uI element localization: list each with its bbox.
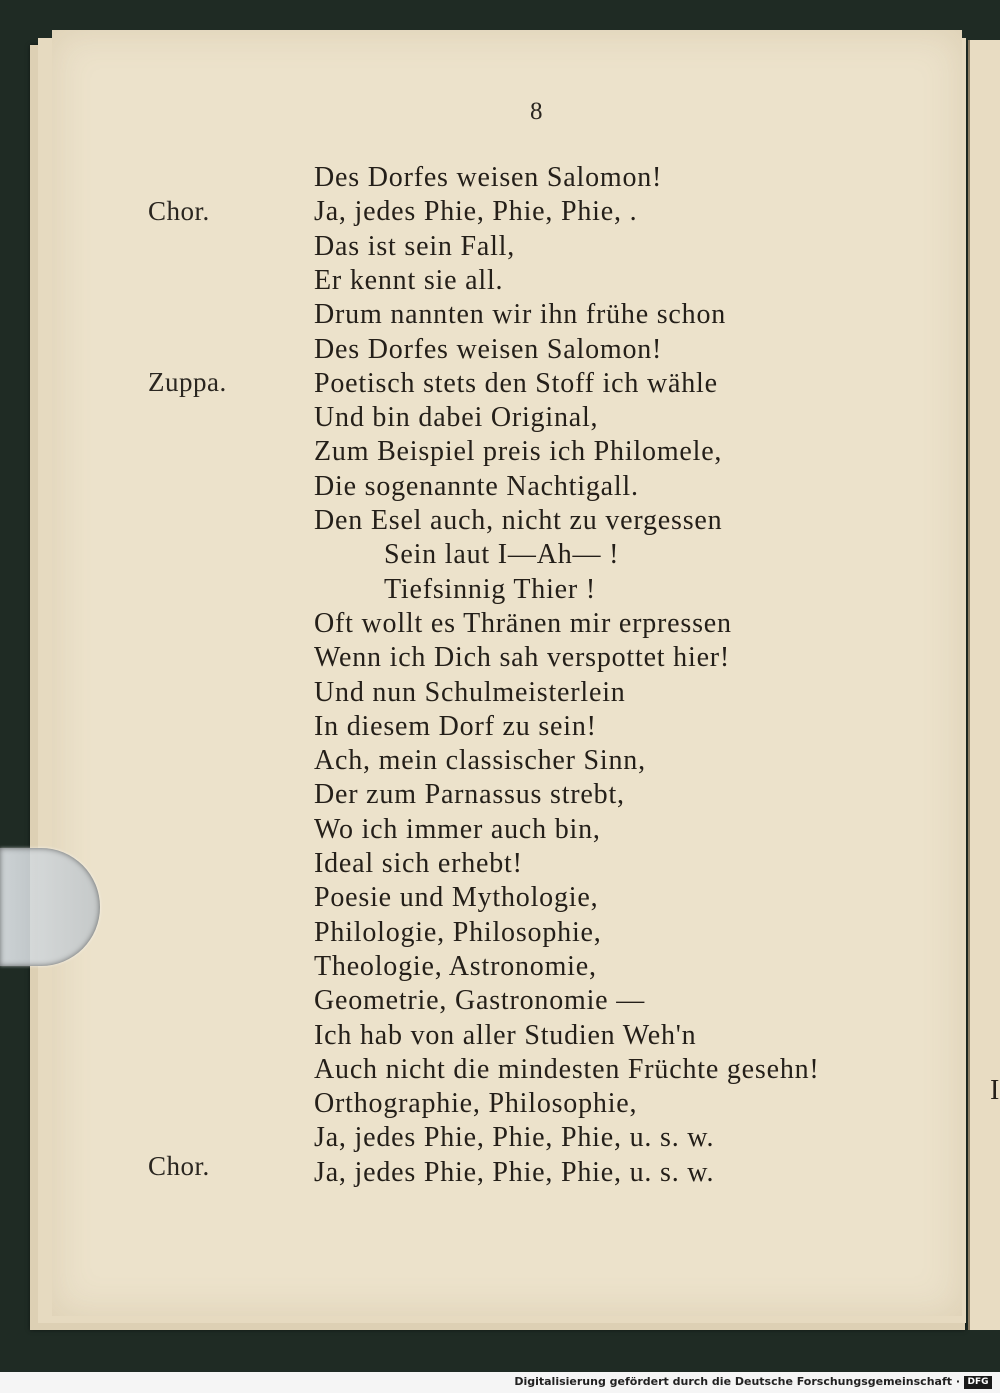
verse-line: Poesie und Mythologie,: [314, 882, 599, 914]
verse-line: Ja, jedes Phie, Phie, Phie, u. s. w.: [314, 1122, 715, 1154]
facing-page-letter: I: [990, 1075, 1000, 1106]
verse-line: Wo ich immer auch bin,: [314, 813, 601, 845]
verse-line: Tiefsinnig Thier !: [384, 573, 596, 605]
verse-line: Theologie, Astronomie,: [314, 950, 597, 982]
verse-line: Wenn ich Dich sah verspottet hier!: [314, 642, 731, 674]
speaker-label: Chor.: [148, 196, 210, 226]
verse-line: In diesem Dorf zu sein!: [314, 710, 597, 742]
speaker-label: Zuppa.: [148, 367, 227, 397]
footer-credit: Digitalisierung gefördert durch die Deutsche Forschungsgemeinschaft ·: [514, 1375, 960, 1388]
verse-line: Poetisch stets den Stoff ich wähle: [314, 367, 718, 399]
verse-line: Ach, mein classischer Sinn,: [314, 745, 646, 777]
dfg-logo-icon: DFG: [964, 1376, 992, 1389]
speaker-label: Chor.: [148, 1151, 210, 1181]
verse-line: Ja, jedes Phie, Phie, Phie, u. s. w.: [314, 1156, 715, 1188]
verse-line: Die sogenannte Nachtigall.: [314, 470, 639, 502]
verse-line: Drum nannten wir ihn frühe schon: [314, 299, 727, 331]
verse-line: Und nun Schulmeisterlein: [314, 676, 626, 708]
verse-line: Ich hab von aller Studien Weh'n: [314, 1019, 697, 1051]
verse-line: Des Dorfes weisen Salomon!: [314, 162, 663, 193]
verse-line: Philologie, Philosophie,: [314, 916, 602, 948]
verse-line: Der zum Parnassus strebt,: [314, 779, 625, 811]
verse-line: Das ist sein Fall,: [314, 230, 516, 262]
verse-line: Orthographie, Philosophie,: [314, 1088, 638, 1120]
verse-line: Des Dorfes weisen Salomon!: [314, 333, 663, 365]
verse-line: Auch nicht die mindesten Früchte gesehn!: [314, 1053, 820, 1085]
facing-page-edge: [968, 40, 1000, 1330]
verse-line: Und bin dabei Original,: [314, 402, 599, 434]
footer-bar: [0, 1372, 1000, 1393]
verse-line: Zum Beispiel preis ich Philomele,: [314, 436, 723, 468]
verse-line: Oft wollt es Thränen mir erpressen: [314, 607, 732, 639]
verse-line: Ideal sich erhebt!: [314, 848, 523, 879]
verse-line: Sein laut I—Ah— !: [384, 539, 620, 571]
verse-line: Er kennt sie all.: [314, 264, 504, 296]
verse-line: Geometrie, Gastronomie —: [314, 985, 646, 1017]
page-number: 8: [530, 98, 543, 125]
verse-line: Ja, jedes Phie, Phie, Phie, .: [314, 196, 638, 228]
verse-line: Den Esel auch, nicht zu vergessen: [314, 505, 723, 536]
